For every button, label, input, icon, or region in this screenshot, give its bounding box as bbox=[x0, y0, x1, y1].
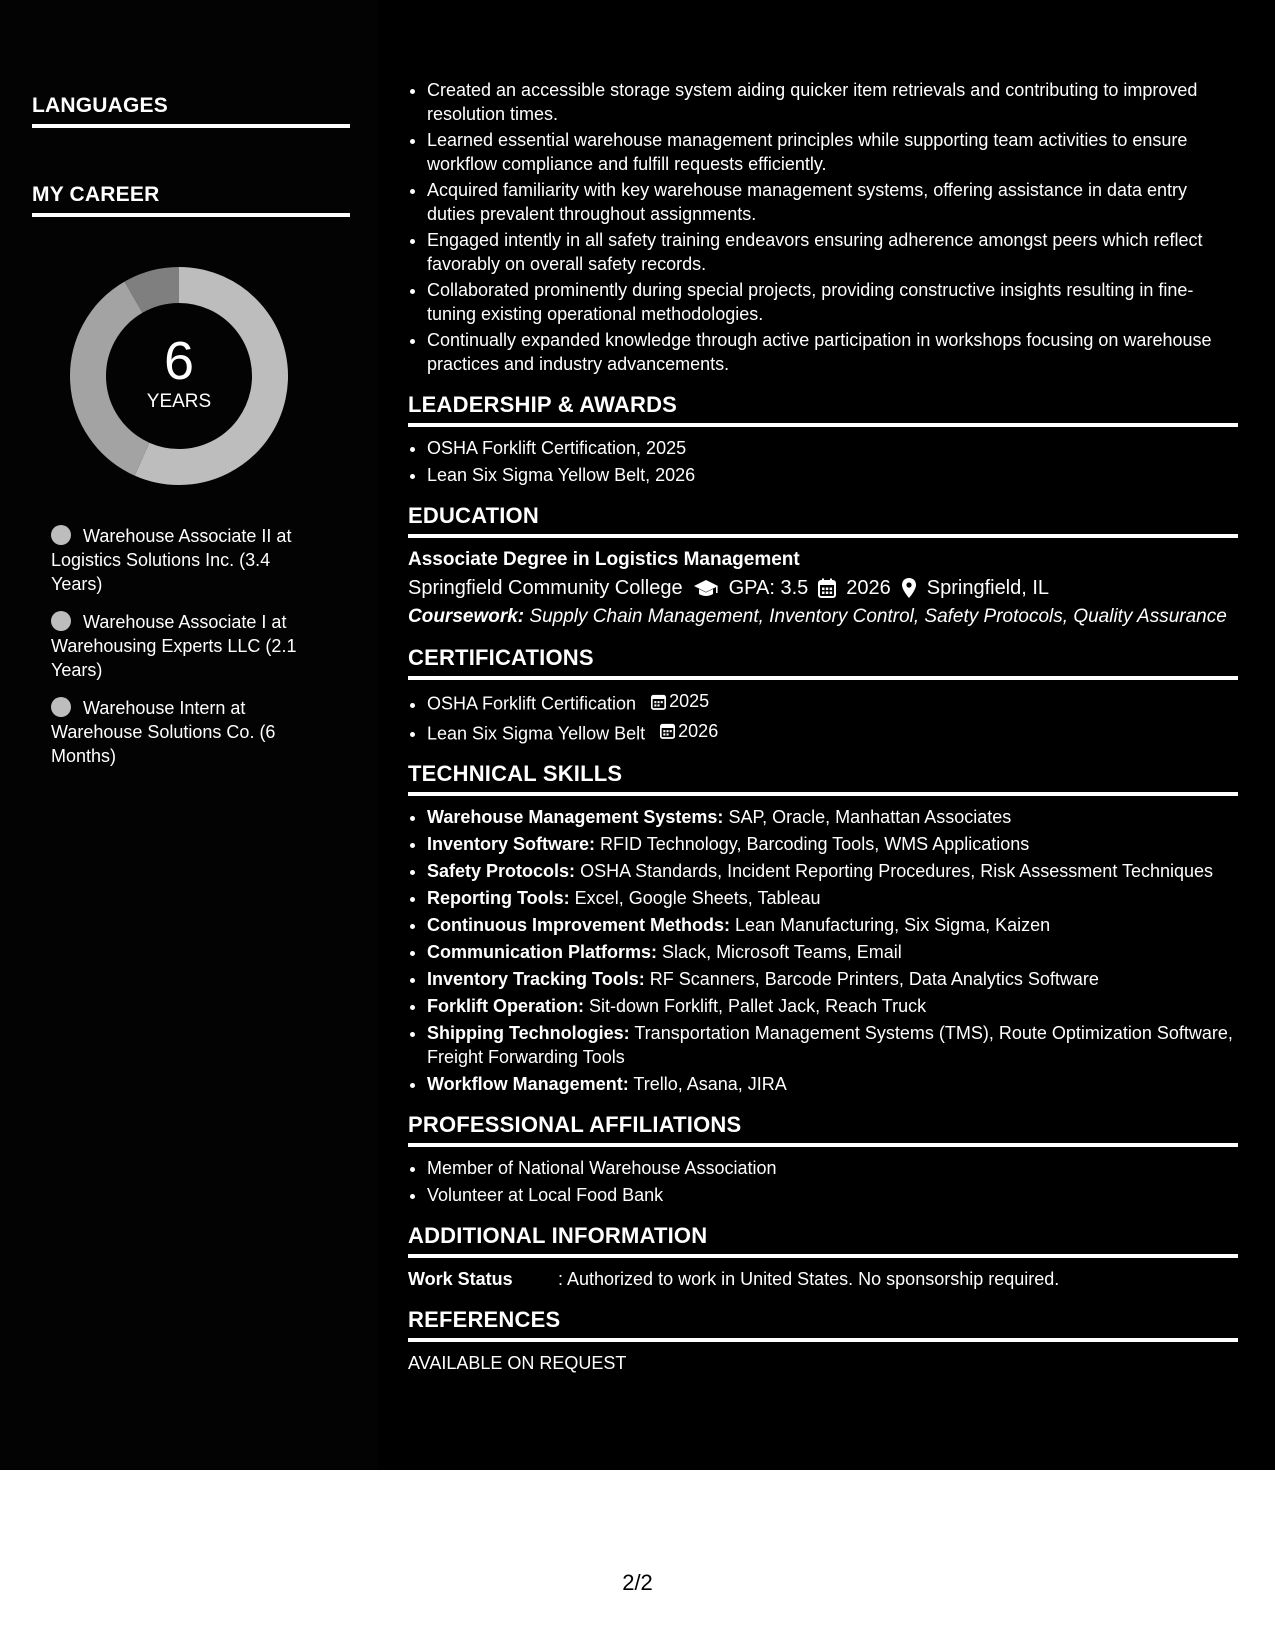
education-location: Springfield, IL bbox=[926, 577, 1050, 599]
cert-date bbox=[651, 689, 709, 713]
awards-list bbox=[408, 436, 1238, 487]
career-dot-icon bbox=[51, 611, 71, 631]
list-item bbox=[427, 719, 1238, 746]
skill-item bbox=[427, 913, 1238, 937]
skill-value: Sit-down Forklift, Pallet Jack, Reach Truck bbox=[589, 996, 927, 1016]
experience-bullets bbox=[408, 78, 1238, 376]
location-pin-icon bbox=[901, 577, 917, 599]
work-status-row bbox=[408, 1267, 1238, 1291]
languages-heading: LANGUAGES bbox=[32, 94, 350, 128]
cert-name: OSHA Forklift Certification bbox=[427, 693, 637, 714]
page-number: 2/2 bbox=[622, 1570, 653, 1595]
graduation-cap-icon bbox=[693, 578, 719, 598]
main-content bbox=[408, 78, 1238, 1375]
skill-value: SAP, Oracle, Manhattan Associates bbox=[728, 807, 1012, 827]
career-item-text: Warehouse Intern at Warehouse Solutions Co. (6 Months) bbox=[51, 698, 276, 766]
sidebar bbox=[0, 0, 378, 1470]
career-dot-icon bbox=[51, 697, 71, 717]
skills-list bbox=[408, 805, 1238, 1096]
donut-years-unit: YEARS bbox=[146, 391, 212, 412]
skill-label: Reporting Tools: bbox=[427, 888, 570, 908]
donut-years-number: 6 bbox=[163, 331, 195, 391]
skill-item bbox=[427, 1021, 1238, 1069]
skill-item bbox=[427, 832, 1238, 856]
coursework-label: Coursework: bbox=[408, 606, 525, 627]
education-year: 2026 bbox=[846, 577, 891, 599]
references-text: AVAILABLE ON REQUEST bbox=[408, 1353, 627, 1373]
cert-name: Lean Six Sigma Yellow Belt bbox=[427, 723, 646, 743]
skill-item bbox=[427, 886, 1238, 910]
skill-label: Warehouse Management Systems: bbox=[427, 807, 724, 827]
calendar-icon bbox=[818, 578, 836, 598]
work-status-value: : Authorized to work in United States. No sponsorship required. bbox=[558, 1269, 1060, 1289]
skill-value: Excel, Google Sheets, Tableau bbox=[574, 888, 821, 908]
skill-value: Trello, Asana, JIRA bbox=[633, 1074, 787, 1094]
coursework-text: Supply Chain Management, Inventory Control, Safety Protocols, Quality Assurance bbox=[529, 606, 1227, 627]
list-item: • Created an accessible storage system aiding quicker item retrievals and contributing to improved resolution times. bbox=[427, 78, 1238, 126]
career-heading: MY CAREER bbox=[32, 183, 350, 217]
list-item: • Volunteer at Local Food Bank bbox=[427, 1183, 1238, 1207]
list-item: • Continually expanded knowledge through active participation in workshops focusing on warehouse practices and industry advancements. bbox=[427, 328, 1238, 376]
work-status-label: Work Status bbox=[408, 1269, 513, 1289]
list-item: • Lean Six Sigma Yellow Belt, 2026 bbox=[427, 463, 1238, 487]
skill-value: OSHA Standards, Incident Reporting Procedures, Risk Assessment Techniques bbox=[580, 861, 1214, 881]
career-item bbox=[51, 696, 321, 768]
cert-date bbox=[660, 719, 718, 743]
list-item: • OSHA Forklift Certification, 2025 bbox=[427, 436, 1238, 460]
affiliations-heading: PROFESSIONAL AFFILIATIONS bbox=[408, 1112, 1238, 1147]
career-item bbox=[51, 524, 321, 596]
career-list bbox=[51, 524, 321, 782]
education-degree: Associate Degree in Logistics Management bbox=[408, 549, 800, 570]
skill-item bbox=[427, 859, 1238, 883]
list-item: • Collaborated prominently during special projects, providing constructive insights resulting in fine-tuning existing operational methodologies. bbox=[427, 278, 1238, 326]
calendar-icon bbox=[651, 693, 666, 710]
skill-label: Shipping Technologies: bbox=[427, 1023, 630, 1043]
skill-item bbox=[427, 1072, 1238, 1096]
skill-value: Transportation Management Systems (TMS), Route Optimization Software, Freight Forwarding Tools bbox=[427, 1023, 1233, 1067]
donut-center bbox=[66, 263, 292, 489]
skill-item bbox=[427, 940, 1238, 964]
skill-label: Inventory Tracking Tools: bbox=[427, 969, 645, 989]
skill-item bbox=[427, 967, 1238, 991]
skill-value: RFID Technology, Barcoding Tools, WMS Applications bbox=[600, 834, 1030, 854]
career-item bbox=[51, 610, 321, 682]
career-item-text: Warehouse Associate II at Logistics Solutions Inc. (3.4 Years) bbox=[51, 526, 292, 594]
calendar-icon bbox=[660, 722, 675, 739]
list-item bbox=[427, 689, 1238, 716]
career-item-text: Warehouse Associate I at Warehousing Experts LLC (2.1 Years) bbox=[51, 612, 297, 680]
skill-item bbox=[427, 805, 1238, 829]
career-dot-icon bbox=[51, 525, 71, 545]
skill-label: Continuous Improvement Methods: bbox=[427, 915, 730, 935]
skill-value: Slack, Microsoft Teams, Email bbox=[662, 942, 902, 962]
certifications-list bbox=[408, 689, 1238, 745]
awards-heading: LEADERSHIP & AWARDS bbox=[408, 392, 1238, 427]
list-item: • Acquired familiarity with key warehouse management systems, offering assistance in data entry duties prevalent throughout assignments. bbox=[427, 178, 1238, 226]
skill-label: Safety Protocols: bbox=[427, 861, 576, 881]
education-coursework bbox=[408, 605, 1238, 629]
skill-item bbox=[427, 994, 1238, 1018]
list-item: • Learned essential warehouse management principles while supporting team activities to ensure workflow compliance and fulfill requests efficiently. bbox=[427, 128, 1238, 176]
additional-heading: ADDITIONAL INFORMATION bbox=[408, 1223, 1238, 1258]
references-heading: REFERENCES bbox=[408, 1307, 1238, 1342]
career-donut-chart bbox=[66, 263, 292, 489]
list-item: • Engaged intently in all safety training endeavors ensuring adherence amongst peers which reflect favorably on overall safety records. bbox=[427, 228, 1238, 276]
affiliations-list bbox=[408, 1156, 1238, 1207]
skills-heading: TECHNICAL SKILLS bbox=[408, 761, 1238, 796]
skill-value: Lean Manufacturing, Six Sigma, Kaizen bbox=[735, 915, 1051, 935]
education-school: Springfield Community College bbox=[408, 577, 683, 599]
list-item: • Member of National Warehouse Association bbox=[427, 1156, 1238, 1180]
skill-value: RF Scanners, Barcode Printers, Data Analytics Software bbox=[649, 969, 1099, 989]
education-heading: EDUCATION bbox=[408, 503, 1238, 538]
education-gpa: GPA: 3.5 bbox=[728, 577, 809, 599]
skill-label: Forklift Operation: bbox=[427, 996, 584, 1016]
cert-year: 2026 bbox=[678, 720, 719, 741]
education-details bbox=[408, 573, 1238, 603]
skill-label: Communication Platforms: bbox=[427, 942, 658, 962]
skill-label: Inventory Software: bbox=[427, 834, 596, 854]
cert-year: 2025 bbox=[669, 691, 710, 711]
skill-label: Workflow Management: bbox=[427, 1074, 629, 1094]
certifications-heading: CERTIFICATIONS bbox=[408, 645, 1238, 680]
